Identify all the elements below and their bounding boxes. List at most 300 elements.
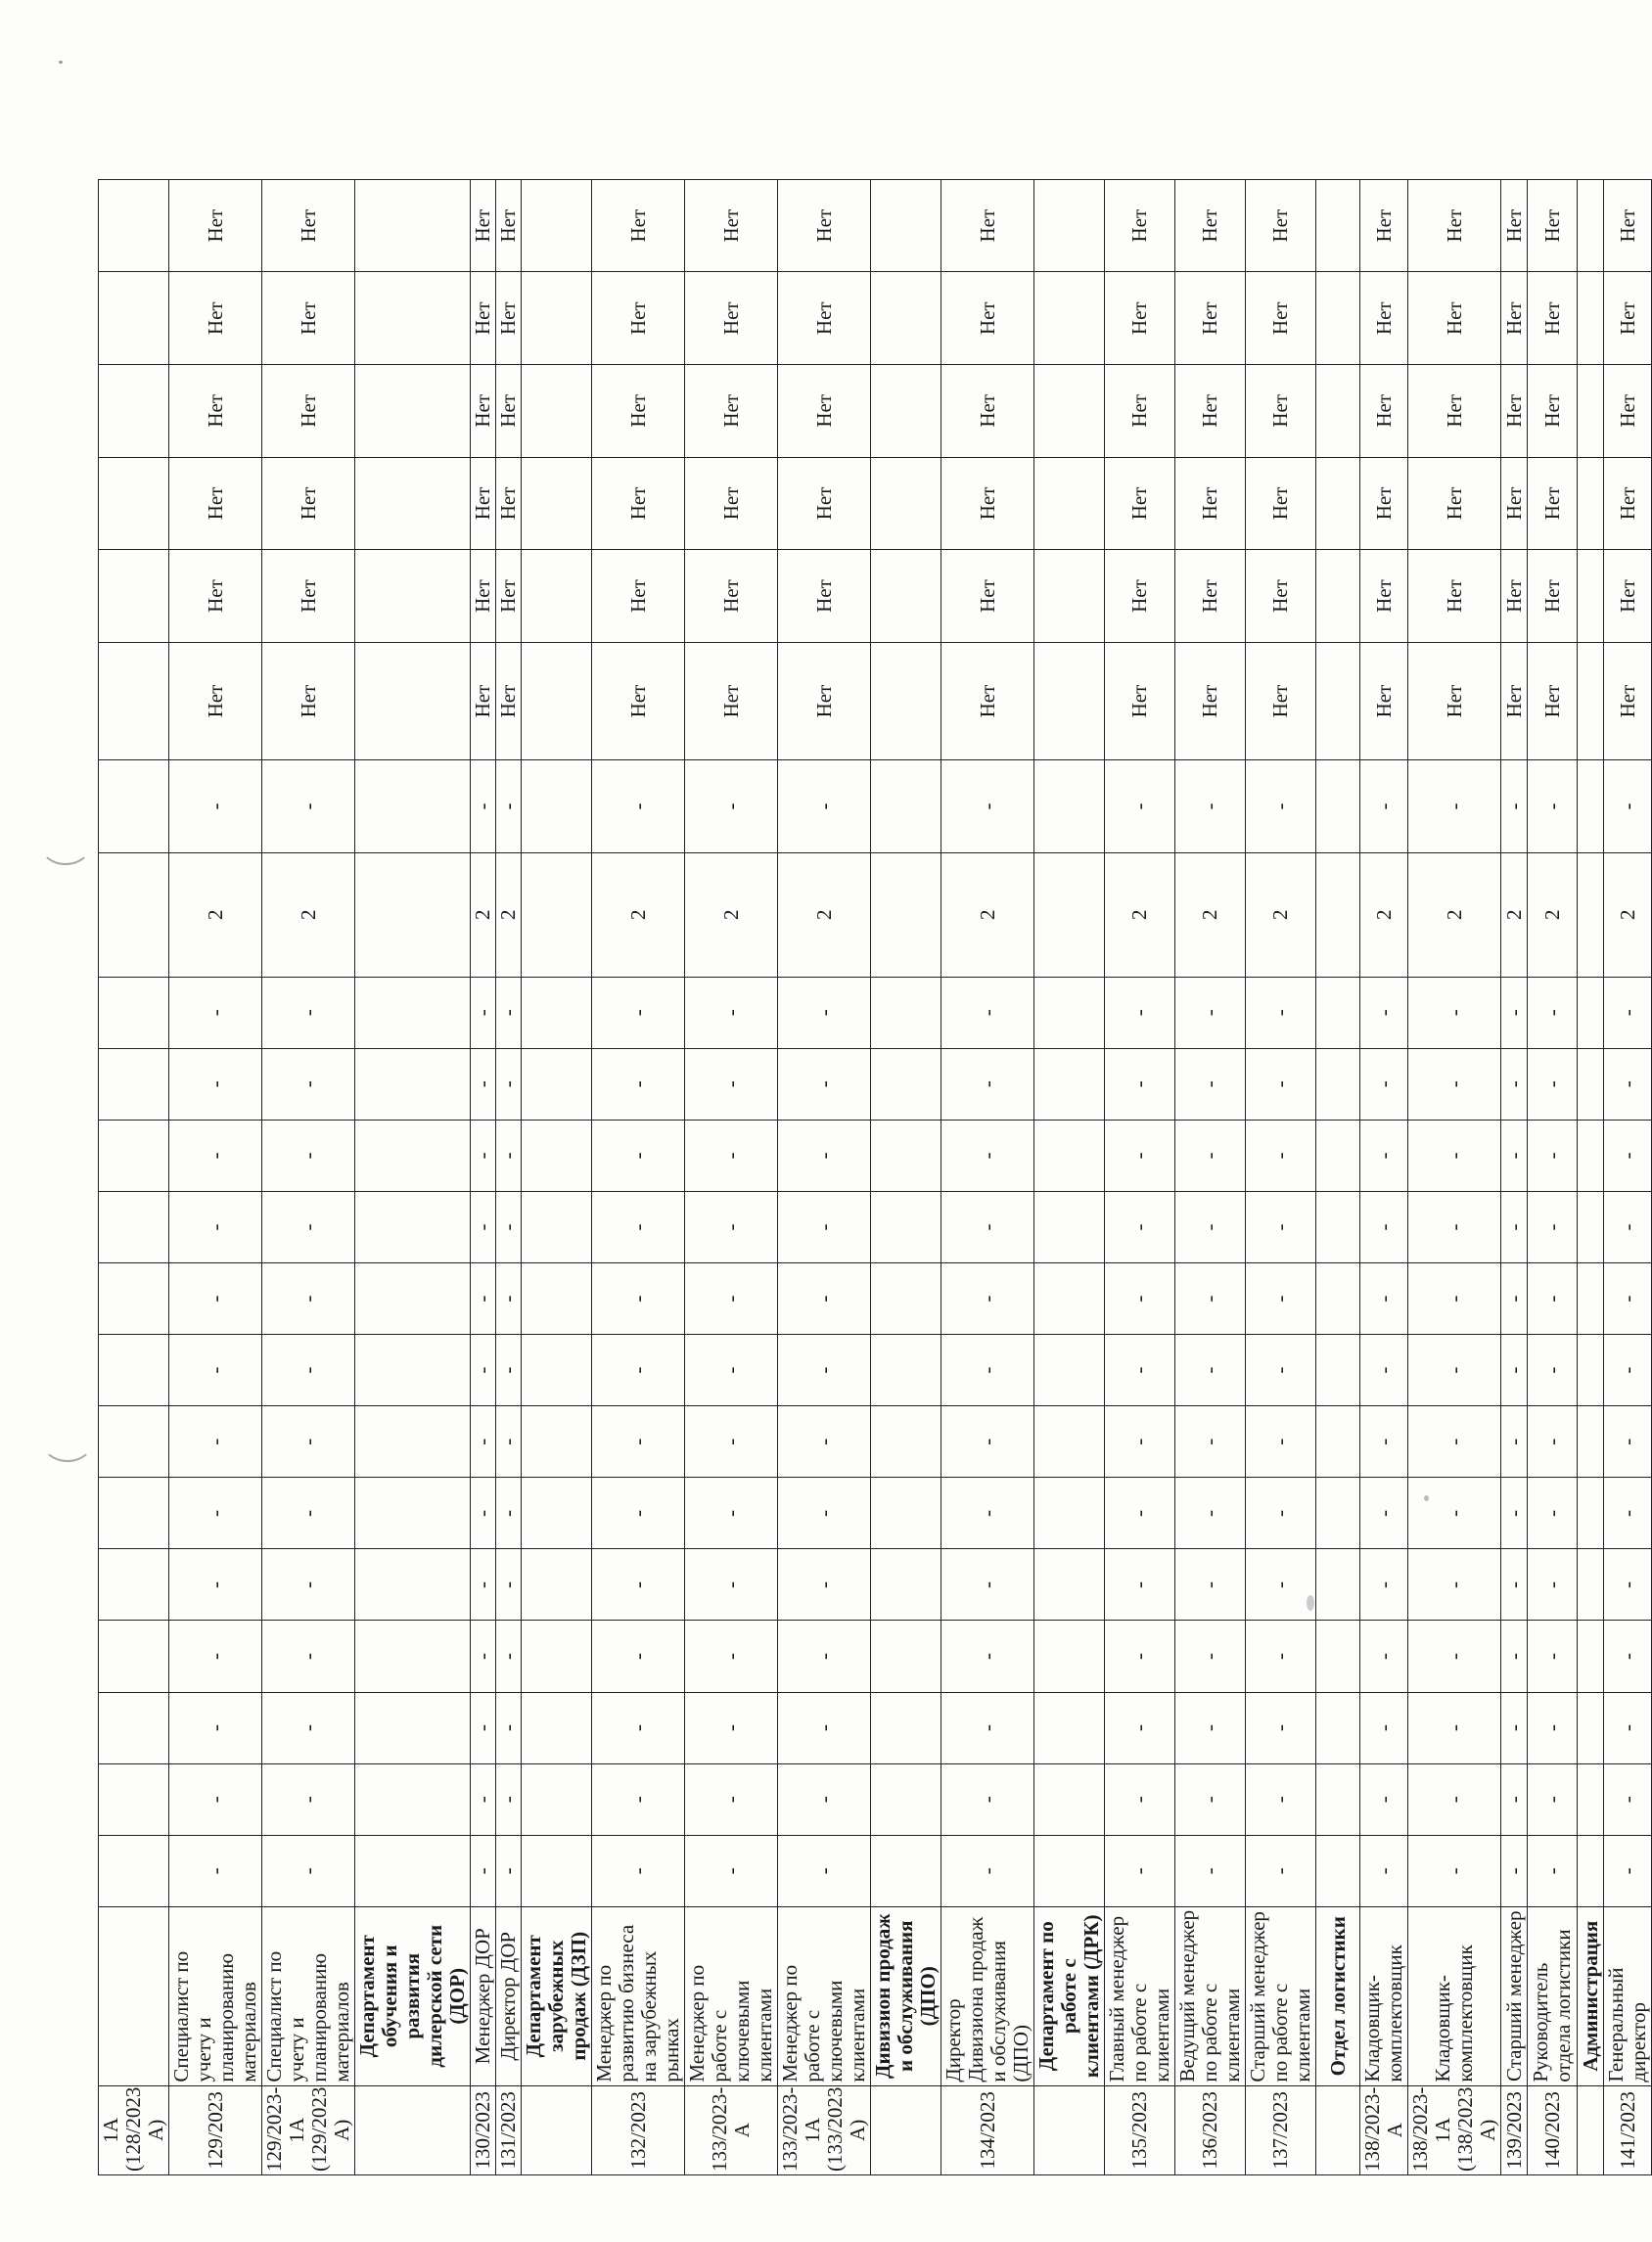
value-cell — [522, 1120, 592, 1191]
value-cell — [522, 1335, 592, 1406]
value-cell: - — [778, 1406, 871, 1478]
value-cell — [522, 550, 592, 643]
value-cell — [99, 977, 169, 1048]
value-cell: - — [592, 977, 685, 1048]
value-cell: 2 — [1604, 852, 1652, 977]
section-title: Администрация — [1578, 1906, 1604, 2085]
value-cell: - — [941, 1191, 1034, 1262]
value-cell: - — [941, 1263, 1034, 1335]
value-cell — [522, 1621, 592, 1692]
value-cell: - — [1528, 1120, 1578, 1191]
value-cell: - — [778, 1120, 871, 1191]
value-cell: Нет — [262, 550, 355, 643]
value-cell: - — [1105, 1549, 1175, 1621]
value-cell: - — [592, 1335, 685, 1406]
row-code: 132/2023 — [592, 2085, 685, 2174]
value-cell: - — [592, 1406, 685, 1478]
value-cell: - — [471, 977, 496, 1048]
value-cell: Нет — [592, 365, 685, 458]
value-cell — [1578, 1263, 1604, 1335]
value-cell: Нет — [1604, 457, 1652, 550]
section-header-row — [1578, 87, 1604, 2175]
value-cell — [1034, 1763, 1105, 1835]
value-cell: Нет — [1528, 272, 1578, 365]
value-cell: - — [1246, 1692, 1316, 1763]
value-cell — [1034, 1406, 1105, 1478]
value-cell: - — [685, 1120, 778, 1191]
value-cell: - — [262, 1549, 355, 1621]
value-cell — [1034, 1335, 1105, 1406]
value-cell: - — [1360, 1692, 1408, 1763]
value-cell: - — [1408, 1621, 1501, 1692]
value-cell: 2 — [592, 852, 685, 977]
value-cell — [522, 1263, 592, 1335]
value-cell: 2 — [471, 852, 496, 977]
value-cell — [99, 179, 169, 272]
value-cell: Нет — [471, 179, 496, 272]
value-cell: - — [471, 760, 496, 853]
value-cell: - — [1105, 1120, 1175, 1191]
value-cell: - — [778, 1621, 871, 1692]
value-cell: - — [941, 977, 1034, 1048]
row-code: 138/2023-1А (138/2023 А) — [1408, 2085, 1501, 2174]
value-cell: - — [1105, 1478, 1175, 1549]
value-cell: Нет — [685, 457, 778, 550]
value-cell: - — [592, 1120, 685, 1191]
value-cell: - — [1175, 1549, 1246, 1621]
value-cell: - — [1604, 1621, 1652, 1692]
value-cell: Нет — [1246, 642, 1316, 759]
value-cell: - — [1246, 977, 1316, 1048]
value-cell — [1034, 550, 1105, 643]
value-cell: 2 — [1246, 852, 1316, 977]
scan-speck — [1424, 1495, 1429, 1501]
value-cell — [1316, 977, 1360, 1048]
table-row — [685, 87, 778, 2175]
value-cell — [1316, 1191, 1360, 1262]
value-cell — [871, 1048, 941, 1120]
value-cell — [1578, 272, 1604, 365]
value-cell — [522, 1048, 592, 1120]
section-header-row — [1034, 87, 1105, 2175]
value-cell — [355, 1120, 471, 1191]
value-cell — [1034, 1549, 1105, 1621]
value-cell — [1578, 1120, 1604, 1191]
value-cell — [99, 1048, 169, 1120]
table-row — [778, 87, 871, 2175]
value-cell: Нет — [169, 365, 262, 458]
value-cell: - — [778, 1692, 871, 1763]
scan-mark — [39, 822, 92, 865]
value-cell: - — [496, 1763, 522, 1835]
value-cell: - — [1175, 1835, 1246, 1906]
row-code: 141/2023 — [1604, 2085, 1652, 2174]
row-code: 135/2023 — [1105, 2085, 1175, 2174]
value-cell — [1316, 1335, 1360, 1406]
value-cell — [1034, 1621, 1105, 1692]
value-cell: - — [1175, 1263, 1246, 1335]
value-cell: Нет — [1175, 365, 1246, 458]
value-cell — [99, 1263, 169, 1335]
value-cell: - — [169, 1478, 262, 1549]
value-cell: - — [1105, 1263, 1175, 1335]
value-cell: - — [1528, 1335, 1578, 1406]
value-cell: - — [1408, 1549, 1501, 1621]
value-cell — [99, 272, 169, 365]
value-cell — [1578, 1048, 1604, 1120]
value-cell: - — [471, 1835, 496, 1906]
value-cell: 2 — [496, 852, 522, 977]
value-cell: - — [496, 1048, 522, 1120]
value-cell: Нет — [1501, 179, 1528, 272]
value-cell: Нет — [262, 179, 355, 272]
value-cell: - — [1408, 1263, 1501, 1335]
value-cell: - — [262, 1263, 355, 1335]
value-cell: - — [1528, 1763, 1578, 1835]
value-cell: - — [471, 1406, 496, 1478]
value-cell: Нет — [471, 550, 496, 643]
value-cell: - — [685, 760, 778, 853]
table-row — [1175, 87, 1246, 2175]
value-cell: Нет — [1246, 365, 1316, 458]
value-cell: Нет — [1175, 550, 1246, 643]
value-cell — [355, 760, 471, 853]
value-cell: - — [1105, 1621, 1175, 1692]
value-cell: Нет — [169, 179, 262, 272]
value-cell: - — [262, 1621, 355, 1692]
value-cell — [1578, 977, 1604, 1048]
value-cell: - — [1501, 1191, 1528, 1262]
value-cell: - — [1528, 760, 1578, 853]
value-cell — [871, 1621, 941, 1692]
value-cell: - — [1408, 1835, 1501, 1906]
value-cell: Нет — [1175, 272, 1246, 365]
value-cell — [99, 760, 169, 853]
value-cell: - — [1604, 1478, 1652, 1549]
value-cell: - — [778, 1263, 871, 1335]
value-cell: - — [169, 1048, 262, 1120]
value-cell: - — [1360, 1263, 1408, 1335]
value-cell: Нет — [1105, 272, 1175, 365]
value-cell — [99, 1120, 169, 1191]
value-cell: - — [1604, 1763, 1652, 1835]
value-cell — [355, 1621, 471, 1692]
value-cell: - — [685, 1692, 778, 1763]
value-cell: - — [496, 1406, 522, 1478]
value-cell: - — [685, 1549, 778, 1621]
value-cell: - — [169, 760, 262, 853]
value-cell: - — [941, 1048, 1034, 1120]
position-name: Директор ДОР — [496, 1906, 522, 2085]
value-cell — [355, 642, 471, 759]
value-cell — [1316, 1048, 1360, 1120]
value-cell: - — [1501, 1335, 1528, 1406]
value-cell — [522, 1406, 592, 1478]
value-cell: - — [496, 977, 522, 1048]
value-cell: Нет — [1604, 550, 1652, 643]
position-name: Кладовщик-комплектовщик — [1408, 1906, 1501, 2085]
value-cell: - — [1528, 1835, 1578, 1906]
value-cell: - — [941, 1549, 1034, 1621]
value-cell — [99, 852, 169, 977]
value-cell: - — [1360, 1191, 1408, 1262]
value-cell: Нет — [169, 550, 262, 643]
value-cell: - — [471, 1191, 496, 1262]
table-row — [1528, 87, 1578, 2175]
position-name: Главный менеджер по работе с клиентами — [1105, 1906, 1175, 2085]
value-cell: Нет — [1246, 179, 1316, 272]
value-cell — [1034, 1478, 1105, 1549]
value-cell: - — [778, 760, 871, 853]
row-code: 134/2023 — [941, 2085, 1034, 2174]
value-cell: Нет — [1360, 179, 1408, 272]
value-cell: - — [1528, 1478, 1578, 1549]
value-cell — [871, 365, 941, 458]
value-cell: - — [1604, 1048, 1652, 1120]
value-cell: Нет — [941, 642, 1034, 759]
value-cell: Нет — [1501, 642, 1528, 759]
value-cell — [1034, 1835, 1105, 1906]
value-cell — [1578, 760, 1604, 853]
row-code: 1А (128/2023 А) — [99, 2085, 169, 2174]
value-cell — [1578, 550, 1604, 643]
value-cell: 2 — [169, 852, 262, 977]
value-cell: - — [1408, 1478, 1501, 1549]
value-cell: - — [1604, 1335, 1652, 1406]
value-cell: Нет — [1408, 642, 1501, 759]
value-cell: - — [1528, 1549, 1578, 1621]
value-cell: - — [592, 1763, 685, 1835]
position-name: Менеджер по работе с ключевыми клиентами — [778, 1906, 871, 2085]
value-cell: Нет — [685, 365, 778, 458]
value-cell — [1034, 1191, 1105, 1262]
row-code: 131/2023 — [496, 2085, 522, 2174]
value-cell — [1034, 272, 1105, 365]
value-cell — [1578, 852, 1604, 977]
value-cell — [522, 1191, 592, 1262]
value-cell: Нет — [1105, 179, 1175, 272]
value-cell: - — [262, 1335, 355, 1406]
value-cell: - — [685, 1763, 778, 1835]
value-cell: - — [1175, 1048, 1246, 1120]
value-cell: - — [941, 1763, 1034, 1835]
value-cell: - — [1501, 1406, 1528, 1478]
value-cell: - — [1175, 1191, 1246, 1262]
value-cell: - — [941, 1692, 1034, 1763]
value-cell — [1316, 1120, 1360, 1191]
value-cell — [522, 272, 592, 365]
position-name: Старший менеджер по работе с клиентами — [1246, 1906, 1316, 2085]
value-cell: - — [471, 1763, 496, 1835]
value-cell: 2 — [1408, 852, 1501, 977]
value-cell: Нет — [1501, 457, 1528, 550]
value-cell: - — [778, 1835, 871, 1906]
value-cell — [522, 1478, 592, 1549]
value-cell: Нет — [262, 272, 355, 365]
section-title: Департамент обучения и развития дилерской сети (ДОР) — [355, 1906, 471, 2085]
value-cell: - — [471, 1120, 496, 1191]
value-cell: - — [1528, 1692, 1578, 1763]
value-cell — [1578, 642, 1604, 759]
value-cell: - — [496, 760, 522, 853]
table-row — [941, 87, 1034, 2175]
value-cell — [99, 642, 169, 759]
value-cell: Нет — [1528, 179, 1578, 272]
value-cell: Нет — [592, 642, 685, 759]
value-cell: - — [1360, 1335, 1408, 1406]
scan-speck — [1307, 1595, 1314, 1611]
value-cell — [99, 1835, 169, 1906]
value-cell: Нет — [685, 179, 778, 272]
value-cell — [99, 1335, 169, 1406]
table-row — [496, 87, 522, 2175]
section-title: Дивизион продаж и обслуживания (ДПО) — [871, 1906, 941, 2085]
value-cell: - — [1246, 1191, 1316, 1262]
value-cell — [1316, 272, 1360, 365]
value-cell — [1034, 760, 1105, 853]
value-cell: Нет — [1408, 179, 1501, 272]
value-cell: - — [1175, 1763, 1246, 1835]
position-name: Руководитель отдела логистики — [1528, 1906, 1578, 2085]
value-cell — [1034, 852, 1105, 977]
value-cell — [99, 1763, 169, 1835]
position-name: Менеджер по развитию бизнеса на зарубежных рынках — [592, 1906, 685, 2085]
value-cell: - — [496, 1120, 522, 1191]
row-code — [1316, 2085, 1360, 2174]
value-cell — [871, 852, 941, 977]
value-cell: Нет — [471, 365, 496, 458]
value-cell: - — [1246, 1335, 1316, 1406]
value-cell — [1578, 1621, 1604, 1692]
value-cell — [355, 365, 471, 458]
value-cell: - — [1175, 977, 1246, 1048]
value-cell: - — [941, 1835, 1034, 1906]
value-cell: - — [778, 1048, 871, 1120]
value-cell: Нет — [1360, 642, 1408, 759]
value-cell: - — [1105, 1048, 1175, 1120]
value-cell — [1034, 1048, 1105, 1120]
value-cell: Нет — [685, 642, 778, 759]
value-cell — [1034, 1263, 1105, 1335]
value-cell — [871, 977, 941, 1048]
value-cell: - — [592, 1478, 685, 1549]
value-cell: - — [496, 1549, 522, 1621]
value-cell: - — [471, 1048, 496, 1120]
value-cell: - — [496, 1335, 522, 1406]
value-cell: Нет — [471, 272, 496, 365]
value-cell: - — [1501, 1263, 1528, 1335]
value-cell — [99, 457, 169, 550]
value-cell: - — [262, 977, 355, 1048]
value-cell: - — [1604, 1549, 1652, 1621]
value-cell: - — [1105, 1835, 1175, 1906]
value-cell: 2 — [778, 852, 871, 977]
value-cell: Нет — [685, 272, 778, 365]
position-name — [99, 1906, 169, 2085]
value-cell: - — [496, 1191, 522, 1262]
value-cell: - — [592, 1549, 685, 1621]
value-cell: - — [169, 1621, 262, 1692]
value-cell: - — [592, 1621, 685, 1692]
value-cell: Нет — [169, 457, 262, 550]
value-cell: Нет — [496, 642, 522, 759]
value-cell — [355, 272, 471, 365]
value-cell: - — [685, 1048, 778, 1120]
value-cell: - — [169, 1120, 262, 1191]
value-cell — [522, 457, 592, 550]
value-cell: - — [1175, 1692, 1246, 1763]
value-cell: - — [1105, 1763, 1175, 1835]
value-cell: - — [1604, 1835, 1652, 1906]
value-cell — [871, 1478, 941, 1549]
scan-speck — [59, 61, 63, 64]
section-header-row — [522, 87, 592, 2175]
value-cell: - — [496, 1478, 522, 1549]
value-cell — [1316, 550, 1360, 643]
value-cell: - — [1604, 977, 1652, 1048]
value-cell: 2 — [1501, 852, 1528, 977]
value-cell: - — [778, 1335, 871, 1406]
value-cell: - — [1501, 1763, 1528, 1835]
value-cell: Нет — [1360, 272, 1408, 365]
value-cell: Нет — [1501, 550, 1528, 643]
value-cell — [355, 1335, 471, 1406]
value-cell — [99, 365, 169, 458]
section-header-row — [1316, 87, 1360, 2175]
value-cell — [355, 1549, 471, 1621]
value-cell — [99, 1406, 169, 1478]
value-cell: - — [685, 1191, 778, 1262]
section-header-row — [871, 87, 941, 2175]
table-row — [1501, 87, 1528, 2175]
position-name: Менеджер ДОР — [471, 1906, 496, 2085]
value-cell: - — [1360, 1048, 1408, 1120]
value-cell: Нет — [496, 272, 522, 365]
value-cell: - — [1408, 1048, 1501, 1120]
value-cell: Нет — [1501, 365, 1528, 458]
value-cell: - — [1501, 760, 1528, 853]
value-cell: Нет — [1175, 642, 1246, 759]
value-cell: Нет — [1408, 550, 1501, 643]
value-cell — [522, 977, 592, 1048]
value-cell: - — [1360, 1835, 1408, 1906]
value-cell — [355, 1478, 471, 1549]
value-cell: - — [471, 1621, 496, 1692]
value-cell — [1578, 1692, 1604, 1763]
value-cell — [1316, 1478, 1360, 1549]
value-cell: - — [1105, 1406, 1175, 1478]
value-cell: - — [1360, 1478, 1408, 1549]
value-cell: - — [1408, 1763, 1501, 1835]
value-cell — [1316, 852, 1360, 977]
row-code — [1034, 2085, 1105, 2174]
value-cell — [1578, 1549, 1604, 1621]
value-cell: - — [169, 1549, 262, 1621]
value-cell: - — [1408, 760, 1501, 853]
value-cell: - — [1360, 1763, 1408, 1835]
value-cell: - — [941, 1406, 1034, 1478]
value-cell: - — [1408, 977, 1501, 1048]
value-cell: - — [1501, 977, 1528, 1048]
value-cell: Нет — [1528, 457, 1578, 550]
value-cell: Нет — [941, 365, 1034, 458]
row-code: 133/2023-1А (133/2023 А) — [778, 2085, 871, 2174]
value-cell — [871, 272, 941, 365]
value-cell: - — [262, 1692, 355, 1763]
value-cell — [355, 1048, 471, 1120]
value-cell: - — [941, 1120, 1034, 1191]
value-cell: Нет — [1528, 550, 1578, 643]
